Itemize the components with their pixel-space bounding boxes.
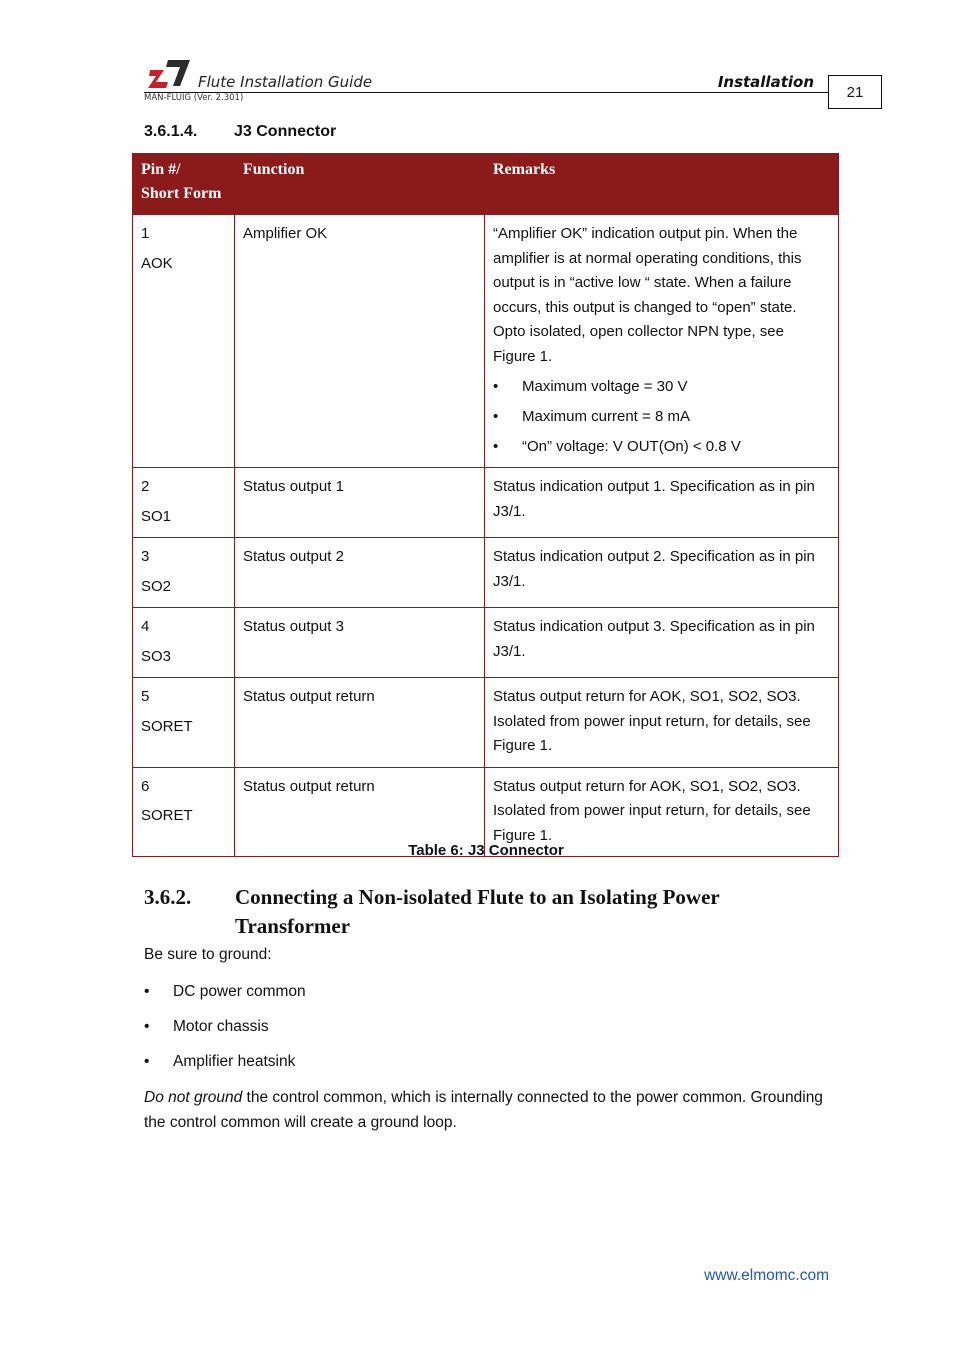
elmo-logo-icon	[146, 58, 190, 90]
remarks-cell: Status output return for AOK, SO1, SO2, SO3. Isolated from power input return, for details, see Figure 1.	[485, 678, 839, 768]
bullet-icon: •	[144, 1018, 150, 1035]
bullet-icon: •	[144, 1053, 150, 1070]
j3-connector-table	[132, 153, 839, 857]
intro-paragraph: Be sure to ground:	[144, 946, 272, 963]
table-row	[133, 538, 839, 608]
pin-cell: 2 SO1	[133, 468, 235, 538]
remarks-cell: Status indication output 1. Specification as in pin J3/1.	[485, 468, 839, 538]
subsection-number: 3.6.1.4.	[144, 123, 198, 140]
function-cell: Amplifier OK	[235, 215, 485, 468]
list-item: • Amplifier heatsink	[144, 1053, 296, 1070]
bullet-icon: •	[493, 408, 499, 425]
bullet-icon: •	[493, 378, 499, 395]
list-item: • Maximum current = 8 mA	[493, 405, 830, 429]
note-paragraph	[144, 1086, 834, 1135]
pin-cell: 4 SO3	[133, 608, 235, 678]
footer-website-link[interactable]: www.elmomc.com	[704, 1267, 829, 1284]
remarks-cell: Status output return for AOK, SO1, SO2, SO3. Isolated from power input return, for details, see Figure 1.	[485, 767, 839, 857]
header-function: Function	[235, 154, 485, 215]
subsection-heading	[144, 123, 336, 141]
header-remarks: Remarks	[485, 154, 839, 215]
table-header-row	[133, 154, 839, 215]
pin-cell: 5 SORET	[133, 678, 235, 768]
section-title: Connecting a Non-isolated Flute to an Isolating Power Transformer	[235, 885, 720, 938]
header-section-name: Installation	[717, 73, 814, 91]
document-title: Flute Installation Guide	[198, 73, 373, 91]
table-row	[133, 678, 839, 768]
section-number: 3.6.2.	[144, 885, 192, 909]
note-emphasis: Do not ground	[144, 1089, 243, 1106]
list-item: • DC power common	[144, 983, 306, 1000]
remarks-cell: Status indication output 2. Specification as in pin J3/1.	[485, 538, 839, 608]
header-pin: Pin #/ Short Form	[133, 154, 235, 215]
header-rule	[144, 92, 828, 93]
function-cell: Status output 1	[235, 468, 485, 538]
function-cell: Status output 3	[235, 608, 485, 678]
pin-cell: 3 SO2	[133, 538, 235, 608]
spec-list	[493, 375, 830, 459]
bullet-icon: •	[144, 983, 150, 1000]
table-row	[133, 215, 839, 468]
function-cell: Status output return	[235, 767, 485, 857]
remarks-cell: Status indication output 3. Specification as in pin J3/1.	[485, 608, 839, 678]
pin-cell: 1 AOK	[133, 215, 235, 468]
remarks-cell: “Amplifier OK” indication output pin. When the amplifier is at normal operating conditions, this output is in “active low “ state. When a failure occurs, this output is changed to “open” state. Opto isolated, open collector NPN type, see Figure 1. • Maximum voltage = 30 V • Maximum current = 8 mA • “On” voltage: V OUT(On) < 0.8 V	[485, 215, 839, 468]
list-item: • “On” voltage: V OUT(On) < 0.8 V	[493, 435, 830, 459]
list-item: • Maximum voltage = 30 V	[493, 375, 830, 399]
page-number: 21	[828, 75, 882, 109]
table-row	[133, 468, 839, 538]
table-row	[133, 608, 839, 678]
function-cell: Status output return	[235, 678, 485, 768]
bullet-icon: •	[493, 438, 499, 455]
note-text: the control common, which is internally connected to the power common. Grounding the control common will create a ground loop.	[144, 1089, 823, 1131]
ground-list	[144, 982, 306, 1087]
table-caption: Table 6: J3 Connector	[408, 842, 564, 859]
function-cell: Status output 2	[235, 538, 485, 608]
document-version: MAN-FLUIG (Ver. 2.301)	[144, 93, 244, 103]
subsection-title: J3 Connector	[234, 123, 337, 140]
list-item: • Motor chassis	[144, 1018, 269, 1035]
pin-cell: 6 SORET	[133, 767, 235, 857]
